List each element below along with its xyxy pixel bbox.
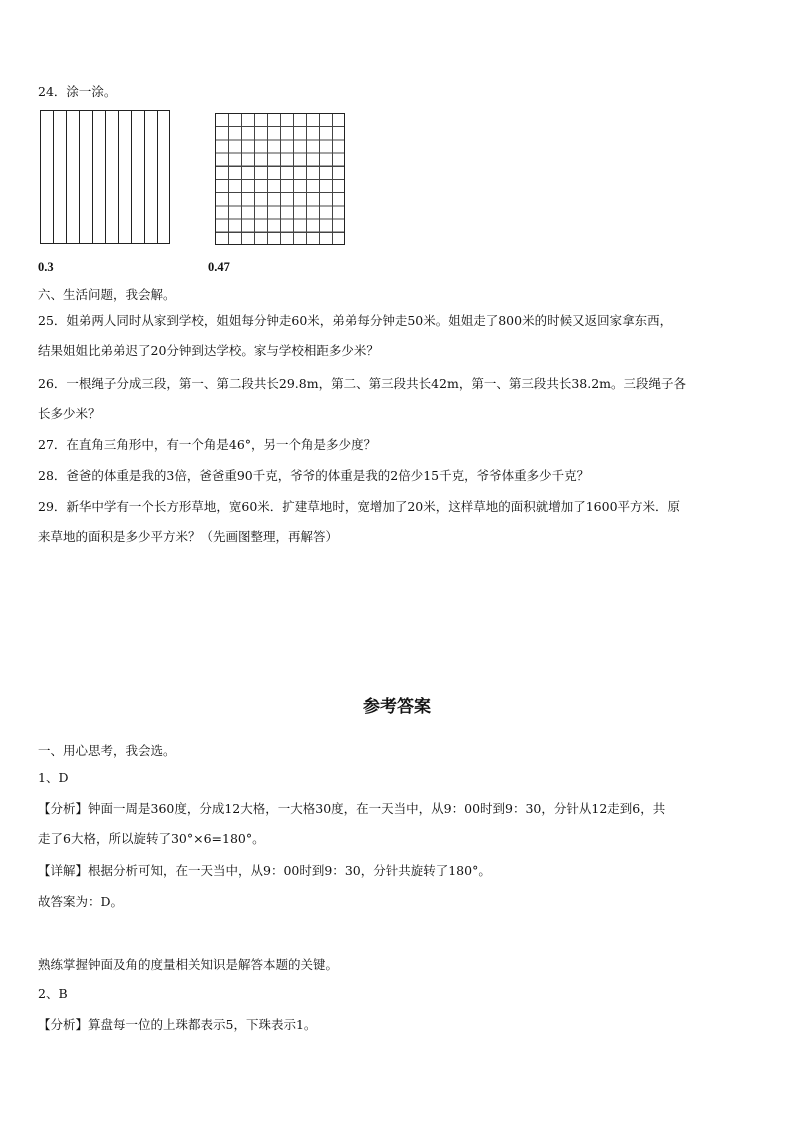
q26-line1: 26．一根绳子分成三段，第一、第二段共长29.8m，第二、第三段共长42m，第一、第三段共长38.2m。三段绳子各 xyxy=(38,376,687,391)
answer-1-conclusion: 故答案为：D。 xyxy=(38,894,124,909)
answer-2: 2、B xyxy=(38,986,68,1001)
hundred-grid-figure xyxy=(215,113,345,245)
answer-1-detail: 【详解】根据分析可知，在一天当中，从9：00时到9：30，分针共旋转了180°。 xyxy=(38,863,491,878)
answer-1-analysis-line1: 【分析】钟面一周是360度，分成12大格，一大格30度，在一天当中，从9：00时到9：30，分针从12走到6，共 xyxy=(38,801,666,816)
q28: 28．爸爸的体重是我的3倍，爸爸重90千克，爷爷的体重是我的2倍少15千克，爷爷体重多少千克？ xyxy=(38,468,590,483)
q25-line2: 结果姐姐比弟弟迟了20分钟到达学校。家与学校相距多少米？ xyxy=(38,343,379,358)
q29-line2: 来草地的面积是多少平方米？（先画图整理，再解答） xyxy=(38,529,339,544)
label-0.3: 0.3 xyxy=(38,260,54,274)
strip-grid-figure xyxy=(40,110,170,244)
section6-heading: 六、生活问题，我会解。 xyxy=(38,287,176,302)
answer-1-analysis-line2: 走了6大格，所以旋转了30°×6=180°。 xyxy=(38,831,265,846)
label-0.47: 0.47 xyxy=(208,260,230,274)
answer-2-analysis: 【分析】算盘每一位的上珠都表示5，下珠表示1。 xyxy=(38,1017,317,1032)
q24-title: 24．涂一涂。 xyxy=(38,84,117,99)
answer-1: 1、D xyxy=(38,770,69,785)
q25-line1: 25．姐弟两人同时从家到学校，姐姐每分钟走60米，弟弟每分钟走50米。姐姐走了800米的时候又返回家拿东西， xyxy=(38,313,673,328)
q26-line2: 长多少米？ xyxy=(38,406,101,421)
answers-title: 参考答案 xyxy=(363,697,431,717)
q29-line1: 29．新华中学有一个长方形草地，宽60米．扩建草地时，宽增加了20米，这样草地的面积就增加了1600平方米．原 xyxy=(38,499,681,514)
q27: 27．在直角三角形中，有一个角是46°，另一个角是多少度？ xyxy=(38,437,377,452)
answers-section1: 一、用心思考，我会选。 xyxy=(38,743,176,758)
answer-1-note: 熟练掌握钟面及角的度量相关知识是解答本题的关键。 xyxy=(38,957,339,972)
